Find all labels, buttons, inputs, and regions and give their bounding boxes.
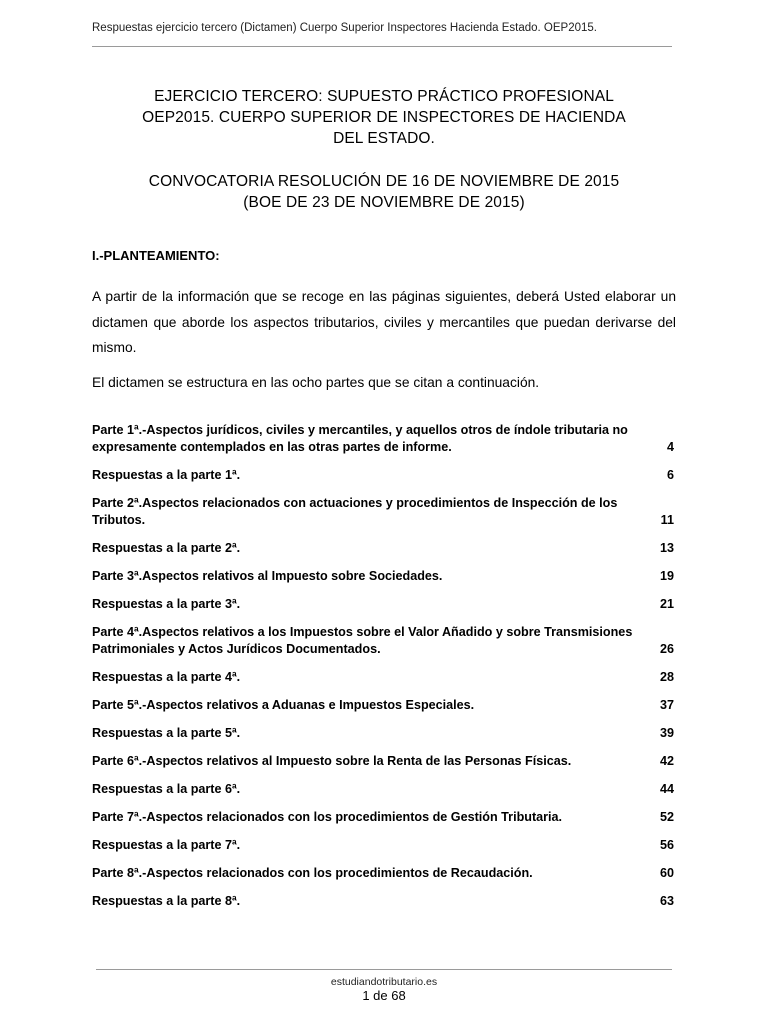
toc-entry-page: 60 bbox=[659, 866, 674, 880]
title-line: EJERCICIO TERCERO: SUPUESTO PRÁCTICO PROFESIONAL bbox=[154, 88, 614, 105]
toc-entry[interactable] bbox=[92, 467, 676, 484]
toc-entry-page: 42 bbox=[659, 754, 674, 768]
toc-entry[interactable] bbox=[92, 809, 676, 826]
toc-entry-page: 13 bbox=[659, 541, 674, 555]
document-title bbox=[130, 86, 638, 213]
toc-entry-text: Parte 8ª.-Aspectos relacionados con los procedimientos de Recaudación. bbox=[92, 866, 533, 880]
table-of-contents bbox=[92, 422, 676, 921]
structure-paragraph: El dictamen se estructura en las ocho partes que se citan a continuación. bbox=[92, 375, 540, 390]
toc-entry[interactable] bbox=[92, 753, 676, 770]
toc-entry-text: Respuestas a la parte 3ª. bbox=[92, 597, 241, 611]
toc-entry-page: 11 bbox=[660, 513, 674, 527]
toc-entry-text: Parte 5ª.-Aspectos relativos a Aduanas e Impuestos Especiales. bbox=[92, 698, 475, 712]
title-line: CONVOCATORIA RESOLUCIÓN DE 16 DE NOVIEMBRE DE 2015 bbox=[148, 173, 620, 190]
footer-site: estudiandotributario.es bbox=[330, 976, 438, 988]
toc-entry-page: 4 bbox=[666, 440, 674, 454]
section-heading: I.-PLANTEAMIENTO: bbox=[92, 248, 220, 263]
toc-entry-text: Respuestas a la parte 1ª. bbox=[92, 468, 241, 482]
running-header: Respuestas ejercicio tercero (Dictamen) Cuerpo Superior Inspectores Hacienda Estado. OEP2015. bbox=[92, 22, 597, 34]
toc-entry-page: 6 bbox=[666, 468, 674, 482]
page-indicator: 1 de 68 bbox=[362, 988, 406, 1003]
toc-entry-text: Respuestas a la parte 7ª. bbox=[92, 838, 241, 852]
toc-entry[interactable] bbox=[92, 781, 676, 798]
title-line: DEL ESTADO. bbox=[333, 130, 435, 147]
intro-paragraph: A partir de la información que se recoge en las páginas siguientes, deberá Usted elaborar un dictamen que aborde los aspectos tributarios, civiles y mercantiles que puedan derivarse del mismo. bbox=[92, 289, 676, 355]
footer-divider bbox=[96, 969, 672, 970]
toc-entry[interactable] bbox=[92, 697, 676, 714]
toc-entry[interactable] bbox=[92, 865, 676, 882]
toc-entry-page: 44 bbox=[659, 782, 674, 796]
toc-entry[interactable] bbox=[92, 568, 676, 585]
toc-entry[interactable] bbox=[92, 624, 676, 658]
toc-entry[interactable] bbox=[92, 893, 676, 910]
toc-entry-text: Respuestas a la parte 2ª. bbox=[92, 541, 241, 555]
toc-entry-text: Parte 1ª.-Aspectos jurídicos, civiles y mercantiles, y aquellos otros de índole tributaria no expresamente contemplados en las otras partes de informe. bbox=[92, 423, 628, 454]
toc-entry[interactable] bbox=[92, 669, 676, 686]
toc-entry-text: Parte 6ª.-Aspectos relativos al Impuesto sobre la Renta de las Personas Físicas. bbox=[92, 754, 572, 768]
toc-entry-page: 21 bbox=[659, 597, 674, 611]
toc-entry-text: Respuestas a la parte 8ª. bbox=[92, 894, 241, 908]
toc-entry-page: 63 bbox=[659, 894, 674, 908]
toc-entry-page: 56 bbox=[659, 838, 674, 852]
toc-entry-text: Parte 2ª.Aspectos relacionados con actuaciones y procedimientos de Inspección de los Tributos. bbox=[92, 496, 618, 527]
toc-entry-text: Respuestas a la parte 6ª. bbox=[92, 782, 241, 796]
toc-entry-text: Respuestas a la parte 4ª. bbox=[92, 670, 241, 684]
toc-entry-page: 52 bbox=[659, 810, 674, 824]
toc-entry-text: Respuestas a la parte 5ª. bbox=[92, 726, 241, 740]
toc-entry[interactable] bbox=[92, 725, 676, 742]
toc-entry-text: Parte 3ª.Aspectos relativos al Impuesto sobre Sociedades. bbox=[92, 569, 443, 583]
toc-entry[interactable] bbox=[92, 540, 676, 557]
toc-entry[interactable] bbox=[92, 422, 676, 456]
toc-entry-page: 39 bbox=[659, 726, 674, 740]
toc-entry-page: 19 bbox=[659, 569, 674, 583]
toc-entry-text: Parte 7ª.-Aspectos relacionados con los procedimientos de Gestión Tributaria. bbox=[92, 810, 563, 824]
toc-entry[interactable] bbox=[92, 495, 676, 529]
title-line: (BOE DE 23 DE NOVIEMBRE DE 2015) bbox=[243, 194, 525, 211]
title-line: OEP2015. CUERPO SUPERIOR DE INSPECTORES DE HACIENDA bbox=[142, 109, 626, 126]
toc-entry-page: 26 bbox=[659, 642, 674, 656]
toc-entry[interactable] bbox=[92, 596, 676, 613]
toc-entry-page: 37 bbox=[659, 698, 674, 712]
header-divider bbox=[92, 46, 672, 47]
toc-entry-page: 28 bbox=[659, 670, 674, 684]
toc-entry[interactable] bbox=[92, 837, 676, 854]
toc-entry-text: Parte 4ª.Aspectos relativos a los Impuestos sobre el Valor Añadido y sobre Transmisiones Patrimoniales y Actos Jurídicos Documentados. bbox=[92, 625, 633, 656]
